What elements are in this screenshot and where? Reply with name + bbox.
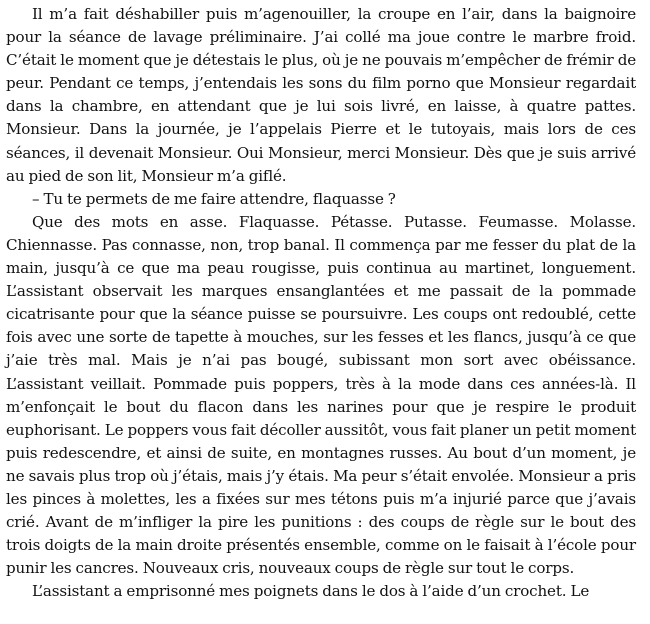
paragraph-3: Que des mots en asse. Flaquasse. Pétasse. Putasse. Feumasse. Molasse. Chiennasse. Pas connasse, non, trop banal. Il commença par me fesser du plat de la main, jusqu’à ce que ma peau rougisse, puis continua au martinet, longuement. L’assistant observait les marques ensanglantées et me passait de la pommade cicatrisante pour que la séance puisse se poursuivre. Les coups ont redoublé, cette fois avec une sorte de tapette à mouches, sur les fesses et les flancs, jusqu’à ce que j’aie très mal. Mais je n’ai pas bougé, subissant mon sort avec obéissance. L’assistant veillait. Pommade puis poppers, très à la mode dans ces années-là. Il m’enfonçait le bout du flacon dans les narines pour que je respire le produit euphorisant. Le poppers vous fait décoller aussitôt, vous fait planer un petit moment puis redescendre, et ainsi de suite, en montagnes russes. Au bout d’un moment, je ne savais plus trop où j’étais, mais j’y étais. Ma peur s’était envolée. Monsieur a pris les pinces à molettes, les a fixées sur mes tétons puis m’a injurié parce que j’avais crié. Avant de m’infliger la pire les punitions : des coups de règle sur le bout des trois doigts de la main droite présentés ensemble, comme on le faisait à l’école pour punir les cancres. Nouveaux cris, nouveaux coups de règle sur tout le corps. [6,212,636,578]
paragraph-4: L’assistant a emprisonné mes poignets dans le dos à l’aide d’un crochet. Le [32,582,590,601]
book-page-text [6,3,636,603]
paragraph-1: Il m’a fait déshabiller puis m’agenouiller, la croupe en l’air, dans la baignoire pour la séance de lavage préliminaire. J’ai collé ma joue contre le marbre froid. C’était le moment que je détestais le plus, où je ne pouvais m’empêcher de frémir de peur. Pendant ce temps, j’entendais les sons du film porno que Monsieur regardait dans la chambre, en attendant que je lui sois livré, en laisse, à quatre pattes. Monsieur. Dans la journée, je l’appelais Pierre et le tutoyais, mais lors de ces séances, il devenait Monsieur. Oui Monsieur, merci Monsieur. Dès que je suis arrivé au pied de son lit, Monsieur m’a giflé. [6,5,636,185]
paragraph-2-dialogue: – Tu te permets de me faire attendre, flaquasse ? [32,189,396,208]
